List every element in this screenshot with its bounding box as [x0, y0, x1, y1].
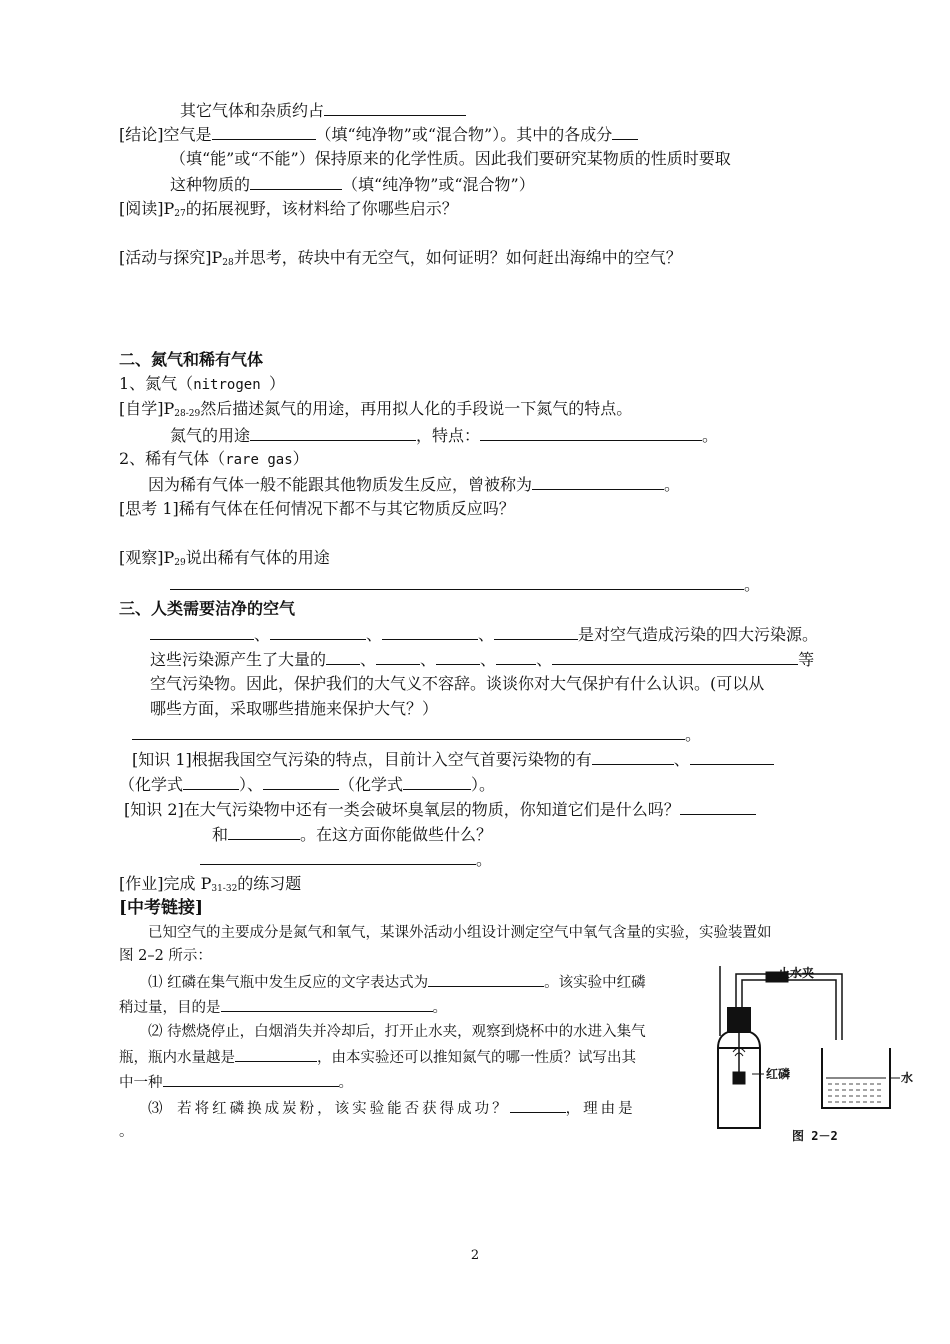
conclusion-line-2: （填“能”或“不能”）保持原来的化学性质。因此我们要研究某物质的性质时要取 — [170, 149, 731, 168]
exam-q2-line-3: 中一种 。 — [119, 1071, 353, 1093]
rare-gas-title: 2、稀有气体（rare gas） — [119, 449, 309, 468]
phosphorus-label: 红磷 — [766, 1067, 791, 1081]
blank[interactable] — [403, 774, 471, 790]
blank[interactable] — [250, 174, 342, 190]
exam-q1: ⑴ 红磷在集气瓶中发生反应的文字表达式为 。该实验中红磷 — [148, 971, 646, 993]
inert-gas-line: 因为稀有气体一般不能跟其他物质发生反应，曾被称为 。 — [148, 475, 681, 494]
exam-q2-line-2: 瓶，瓶内水量越是 ，由本实验还可以推知氮气的哪一性质？试写出其 — [119, 1046, 636, 1068]
blank[interactable] — [163, 1071, 339, 1087]
exam-intro: 已知空气的主要成分是氮气和氧气，某课外活动小组设计测定空气中氧气含量的实验，实验装置如 — [148, 925, 772, 941]
blank[interactable] — [382, 624, 478, 640]
blank[interactable] — [532, 474, 664, 490]
exam-q3: ⑶ 若将红磷换成炭粉，该实验能否获得成功？ ，理由是 — [148, 1097, 636, 1119]
blank[interactable] — [494, 624, 578, 640]
pollution-sources-line: 、 、 、 是对空气造成污染的四大污染源。 — [150, 624, 818, 645]
blank[interactable] — [326, 649, 360, 665]
self-study-prompt: [自学]$P_{28-29}$然后描述氮气的用途，再用拟人化的手段说一下氮气的特点。 — [119, 399, 633, 419]
exam-intro-2: 图 2–2 所示： — [119, 948, 212, 964]
blank[interactable] — [480, 425, 702, 441]
think-1: [思考 1]稀有气体在任何情况下都不与其它物质反应吗？ — [119, 499, 515, 518]
beaker — [822, 1048, 890, 1108]
blank[interactable] — [132, 724, 685, 740]
blank[interactable] — [150, 624, 254, 640]
blank[interactable] — [428, 971, 544, 987]
blank[interactable] — [212, 124, 316, 140]
observe-answer-line: 。 — [170, 574, 760, 595]
protection-line: 空气污染物。因此，保护我们的大气义不容辞。谈谈你对大气保护有什么认识。(可以从 — [150, 674, 765, 693]
exam-q1-line-2: 稍过量，目的是 。 — [119, 996, 447, 1018]
exam-q2: ⑵ 待燃烧停止，白烟消失并冷却后，打开止水夹，观察到烧杯中的水进入集气 — [148, 1024, 646, 1040]
combustion-spoon — [733, 1032, 745, 1084]
blank[interactable] — [376, 649, 420, 665]
page-number: 2 — [470, 1248, 480, 1263]
homework-line: [作业]完成 $P_{31-32}$的练习题 — [119, 874, 302, 894]
nitrogen-title: 1、氮气（nitrogen ） — [119, 374, 286, 393]
blank[interactable] — [263, 774, 339, 790]
protection-line-2: 哪些方面，采取哪些措施来保护大气？） — [150, 699, 439, 718]
knowledge-1-line-2: （化学式 ）、 （化学式 ）。 — [119, 775, 496, 794]
nitrogen-use-line: 氮气的用途 ，特点： 。 — [170, 426, 719, 445]
blank[interactable] — [250, 425, 416, 441]
glass-tubes — [736, 974, 842, 1040]
figure-caption: 图 2－2 — [792, 1129, 838, 1143]
exam-q3-line-2: 。 — [119, 1124, 134, 1140]
blank[interactable] — [690, 749, 774, 765]
knowledge-2-answer-line: 。 — [200, 849, 492, 870]
water-label: 水 — [901, 1071, 914, 1085]
apparatus-figure — [708, 966, 916, 1148]
blank[interactable] — [270, 624, 366, 640]
conclusion-line: [结论]空气是 （填“纯净物”或“混合物”）。其中的各成分 — [119, 124, 638, 145]
blank[interactable] — [680, 799, 756, 815]
section-heading-3: 三、人类需要洁净的空气 — [119, 599, 296, 618]
protection-answer-line: 。 — [132, 724, 701, 745]
blank[interactable] — [228, 824, 300, 840]
blank[interactable] — [324, 100, 466, 116]
clamp-label: 止水夹 — [778, 966, 815, 980]
knowledge-2: [知识 2]在大气污染物中还有一类会破坏臭氧层的物质，你知道它们是什么吗？ — [124, 799, 756, 820]
knowledge-1: [知识 1]根据我国空气污染的特点，目前计入空气首要污染物的有 、 — [132, 749, 774, 770]
blank[interactable] — [496, 649, 536, 665]
blank[interactable] — [552, 649, 798, 665]
reading-prompt: [阅读]$P_{27}$的拓展视野，该材料给了你哪些启示？ — [119, 199, 458, 219]
observe-prompt: [观察]$P_{29}$说出稀有气体的用途 — [119, 548, 330, 568]
blank[interactable] — [510, 1097, 566, 1113]
activity-prompt: [活动与探究]$P_{28}$并思考，砖块中有无空气，如何证明？如何赶出海绵中的空气？ — [119, 248, 682, 268]
conclusion-line-3: 这种物质的 （填“纯净物”或“混合物”） — [170, 175, 535, 194]
other-gases-line: 其它气体和杂质约占 — [180, 100, 466, 121]
pollutants-line: 这些污染源产生了大量的 、 、 、 、 等 — [150, 650, 815, 669]
knowledge-2-line-2: 和 。在这方面你能做些什么？ — [212, 825, 493, 844]
blank[interactable] — [183, 774, 239, 790]
blank[interactable] — [612, 124, 638, 140]
exam-link-heading: [中考链接] — [119, 898, 204, 918]
blank[interactable] — [221, 996, 433, 1012]
blank[interactable] — [170, 574, 744, 590]
blank[interactable] — [592, 749, 674, 765]
blank[interactable] — [436, 649, 480, 665]
section-heading-2: 二、氮气和稀有气体 — [119, 350, 264, 369]
blank[interactable] — [200, 849, 476, 865]
blank[interactable] — [235, 1046, 317, 1062]
